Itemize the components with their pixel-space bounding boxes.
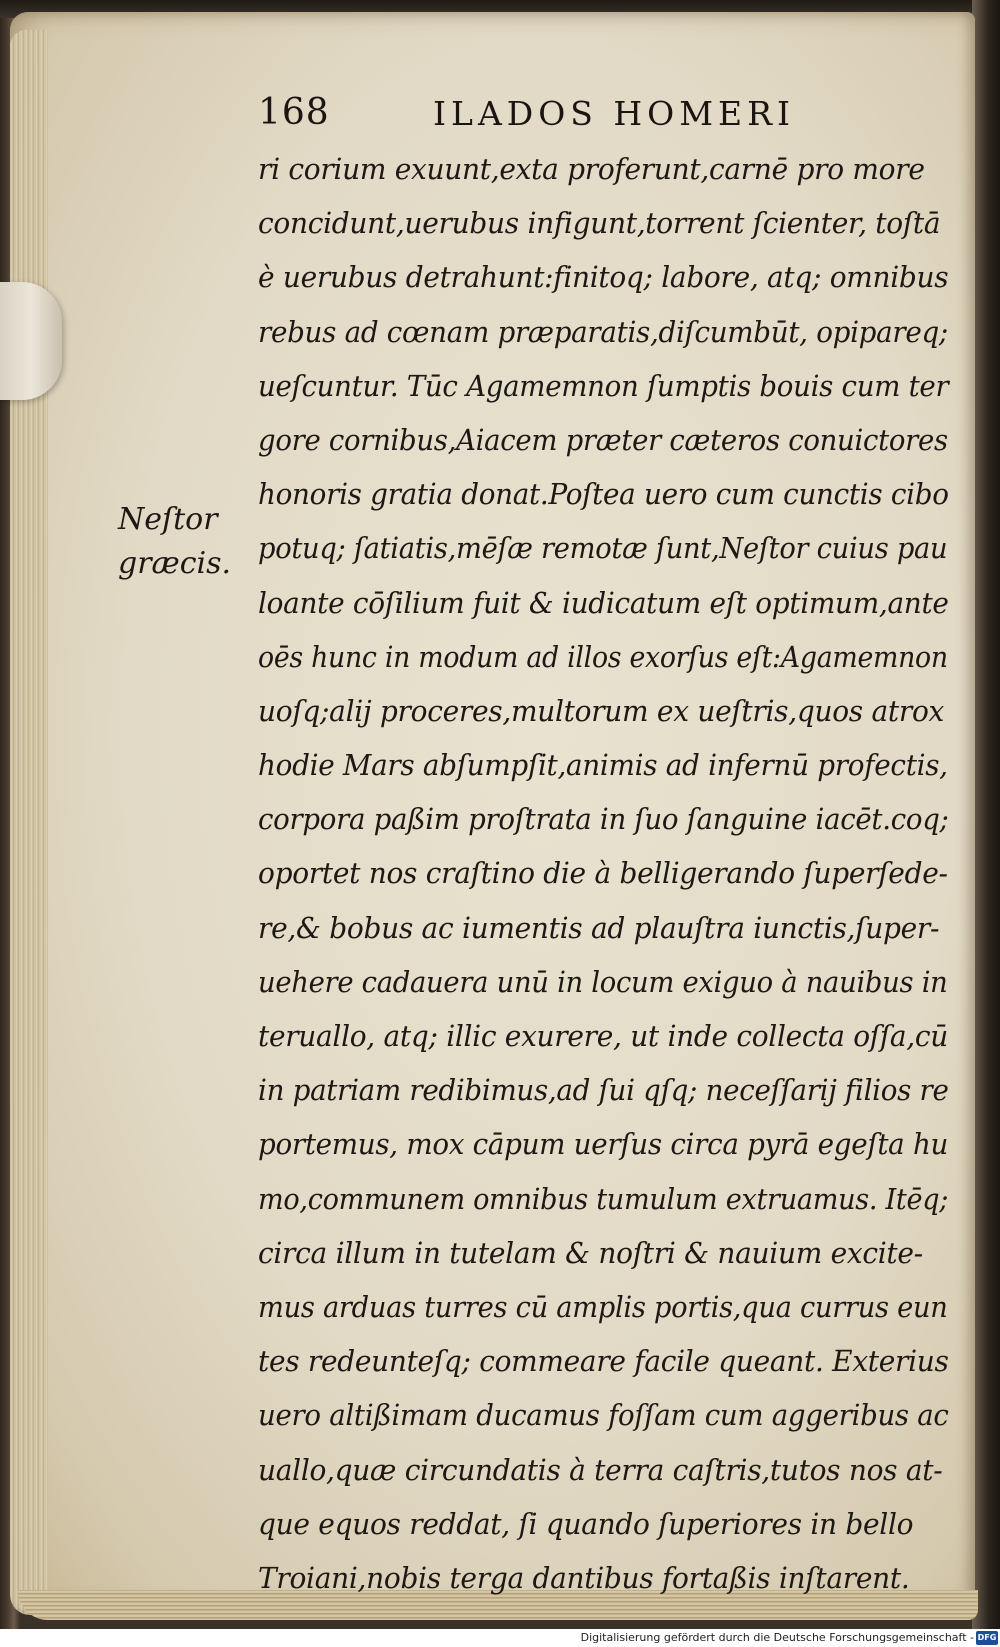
text-line: circa illum in tutelam & noſtri & nauium excite- [258, 1236, 923, 1270]
running-title: ILADOS HOMERI [433, 94, 795, 133]
text-line: honoris gratia donat.Poſtea uero cum cunctis cibo [258, 478, 949, 512]
page-number: 168 [258, 92, 330, 133]
text-line: uero altißimam ducamus foſſam cum aggeribus ac [258, 1399, 949, 1433]
text-line: ri corium exuunt,exta proferunt,carnē pro more [258, 153, 925, 186]
text-line: mo,communem omnibus tumulum extruamus. Itēq; [258, 1182, 949, 1216]
text-line: uallo,quæ circundatis à terra caſtris,tutos nos at- [258, 1453, 943, 1487]
text-line: Troiani,nobis terga dantibus fortaßis inſtarent. [258, 1561, 910, 1595]
text-line: loante cōſilium fuit & iudicatum eſt optimum,ante [258, 586, 949, 620]
text-line: uehere cadauera unū in locum exiguo à nauibus in [258, 965, 948, 999]
marginal-note-line: Neſtor [118, 502, 218, 537]
text-line: re,& bobus ac iumentis ad plauſtra iunctis,ſuper- [258, 911, 940, 945]
text-line: portemus, mox cāpum uerſus circa pyrā egeſta hu [258, 1128, 949, 1162]
running-head [258, 92, 938, 140]
text-line: mus arduas turres cū amplis portis,qua currus eun [258, 1290, 948, 1324]
text-line: uoſq;alij proceres,multorum ex ueſtris,quos atrox [258, 694, 945, 728]
text-line: oportet nos craſtino die à belligerando ſuperſede- [258, 857, 948, 891]
paper-clip-tab [0, 282, 62, 400]
marginal-note-line: græcis. [118, 546, 232, 581]
text-line: potuq; ſatiatis,mēſæ remotæ ſunt,Neſtor cuius pau [258, 532, 948, 566]
text-line: que equos reddat, ſi quando ſuperiores in bello [258, 1507, 914, 1541]
text-line: rebus ad cœnam præparatis,diſcumbūt, opipareq; [258, 315, 948, 349]
text-line: hodie Mars abſumpſit,animis ad infernū profectis, [258, 749, 948, 783]
funding-credit: Digitalisierung gefördert durch die Deutsche Forschungsgemeinschaft - [580, 1631, 974, 1644]
text-line: teruallo, atq; illic exurere, ut inde collecta oſſa,cū [258, 1020, 948, 1053]
dfg-logo: DFG [976, 1631, 998, 1645]
page-leaf-edges [10, 30, 48, 1615]
text-line: gore cornibus,Aiacem præter cæteros conuictores [258, 423, 948, 457]
text-line: è uerubus detrahunt:finitoq; labore, atq; omnibus [258, 261, 949, 295]
digitization-footer [0, 1629, 1000, 1647]
text-line: in patriam redibimus,ad ſui qſq; neceſſarij filios re [258, 1074, 949, 1108]
text-line: ueſcuntur. Tūc Agamemnon ſumptis bouis cum ter [258, 369, 949, 403]
book-binding-edge [972, 0, 1000, 1647]
body-text [258, 143, 960, 1606]
text-line: corpora paßim proſtrata in ſuo ſanguine iacēt.coq; [258, 803, 949, 837]
marginal-note [118, 498, 231, 586]
text-line: concidunt,uerubus infigunt,torrent ſcienter, toſtā [258, 207, 941, 241]
text-line: oēs hunc in modum ad illos exorſus eſt:Agamemnon [258, 640, 948, 674]
text-line: tes redeunteſq; commeare facile queant. Exterius [258, 1345, 949, 1379]
